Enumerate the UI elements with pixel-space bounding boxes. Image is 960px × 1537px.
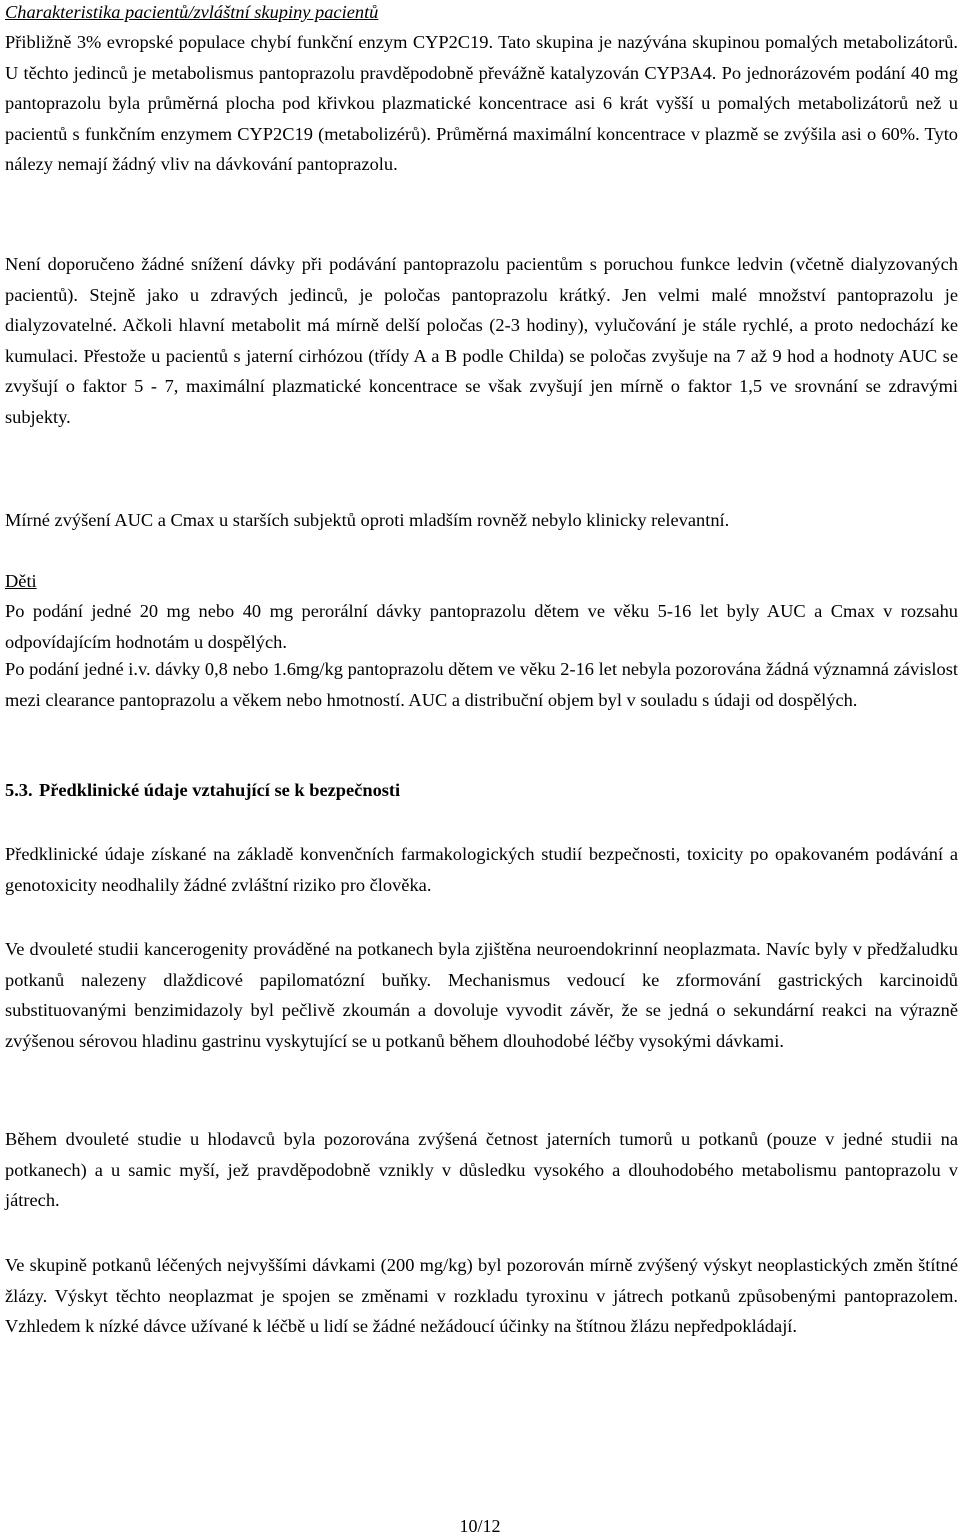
section-number: 5.3. (5, 780, 33, 800)
section-heading (5, 775, 958, 806)
section-title: Předklinické údaje vztahující se k bezpečnosti (39, 780, 401, 800)
preclinical-paragraph-4: Ve skupině potkanů léčených nejvyššími dávkami (200 mg/kg) byl pozorován mírně zvýšený výskyt neoplastických změn štítné žlázy. Výskyt těchto neoplazmat je spojen se změnami v rozkladu tyroxinu v játrech potkanů způsobenými pantoprazolem. Vzhledem k nízké dávce užívané k léčbě u lidí se žádné nežádoucí účinky na štítnou žlázu nepředpokládají. (5, 1255, 958, 1337)
characteristics-heading: Charakteristika pacientů/zvláštní skupiny pacientů (5, 2, 379, 22)
characteristics-paragraph-2: Není doporučeno žádné snížení dávky při podávání pantoprazolu pacientům s poruchou funkce ledvin (včetně dialyzovaných pacientů). Stejně jako u zdravých jedinců, je poločas pantoprazolu krátký. Jen velmi malé množství pantoprazolu je dialyzovatelné. Ačkoli hlavní metabolit má mírně delší poločas (2-3 hodiny), vylučování je stále rychlé, a proto nedochází ke kumulaci. Přestože u pacientů s jaterní cirhózou (třídy A a B podle Childa) se poločas zvyšuje na 7 až 9 hod a hodnoty AUC se zvyšují o faktor 5 - 7, maximální plazmatické koncentrace se však zvyšují jen mírně o faktor 1,5 ve srovnání se zdravými subjekty. (5, 254, 958, 427)
characteristics-paragraph-1: Přibližně 3% evropské populace chybí funkční enzym CYP2C19. Tato skupina je nazývána skupinou pomalých metabolizátorů. U těchto jedinců je metabolismus pantoprazolu pravděpodobně převážně katalyzován CYP3A4. Po jednorázovém podání 40 mg pantoprazolu byla průměrná plocha pod křivkou plazmatické koncentrace asi 6 krát vyšší u pomalých metabolizátorů než u pacientů s funkčním enzymem CYP2C19 (metabolizérů). Průměrná maximální koncentrace v plazmě se zvýšila asi o 60%. Tyto nálezy nemají žádný vliv na dávkování pantoprazolu. (5, 32, 958, 175)
preclinical-paragraph-2: Ve dvouleté studii kancerogenity prováděné na potkanech byla zjištěna neuroendokrinní neoplazmata. Navíc byly v předžaludku potkanů nalezeny dlaždicové papilomatózní buňky. Mechanismus vedoucí ke zformování gastrických karcinoidů substituovanými benzimidazoly byl pečlivě zkoumán a dovoluje vyvodit závěr, že se jedná o sekundární reakci na výrazně zvýšenou sérovou hladinu gastrinu vyskytující se u potkanů během dlouhodobé léčby vysokými dávkami. (5, 939, 958, 1051)
children-heading: Děti (5, 571, 37, 591)
characteristics-paragraph-3: Mírné zvýšení AUC a Cmax u starších subjektů oproti mladším rovněž nebylo klinicky relevantní. (5, 510, 730, 530)
children-paragraph-1: Po podání jedné 20 mg nebo 40 mg perorální dávky pantoprazolu dětem ve věku 5-16 let byly AUC a Cmax v rozsahu odpovídajícím hodnotám u dospělých. (5, 601, 958, 652)
preclinical-paragraph-1: Předklinické údaje získané na základě konvenčních farmakologických studií bezpečnosti, toxicity po opakovaném podávání a genotoxicity neodhalily žádné zvláštní riziko pro člověka. (5, 844, 958, 895)
page-number: 10/12 (459, 1516, 501, 1536)
children-paragraph-2: Po podání jedné i.v. dávky 0,8 nebo 1.6mg/kg pantoprazolu dětem ve věku 2-16 let nebyla pozorována žádná významná závislost mezi clearance pantoprazolu a věkem nebo hmotností. AUC a distribuční objem byl v souladu s údaji od dospělých. (5, 659, 958, 710)
preclinical-paragraph-3: Během dvouleté studie u hlodavců byla pozorována zvýšená četnost jaterních tumorů u potkanů (pouze v jedné studii na potkanech) a u samic myší, jež pravděpodobně vznikly v důsledku vysokého a dlouhodobého metabolismu pantoprazolu v játrech. (5, 1129, 958, 1211)
